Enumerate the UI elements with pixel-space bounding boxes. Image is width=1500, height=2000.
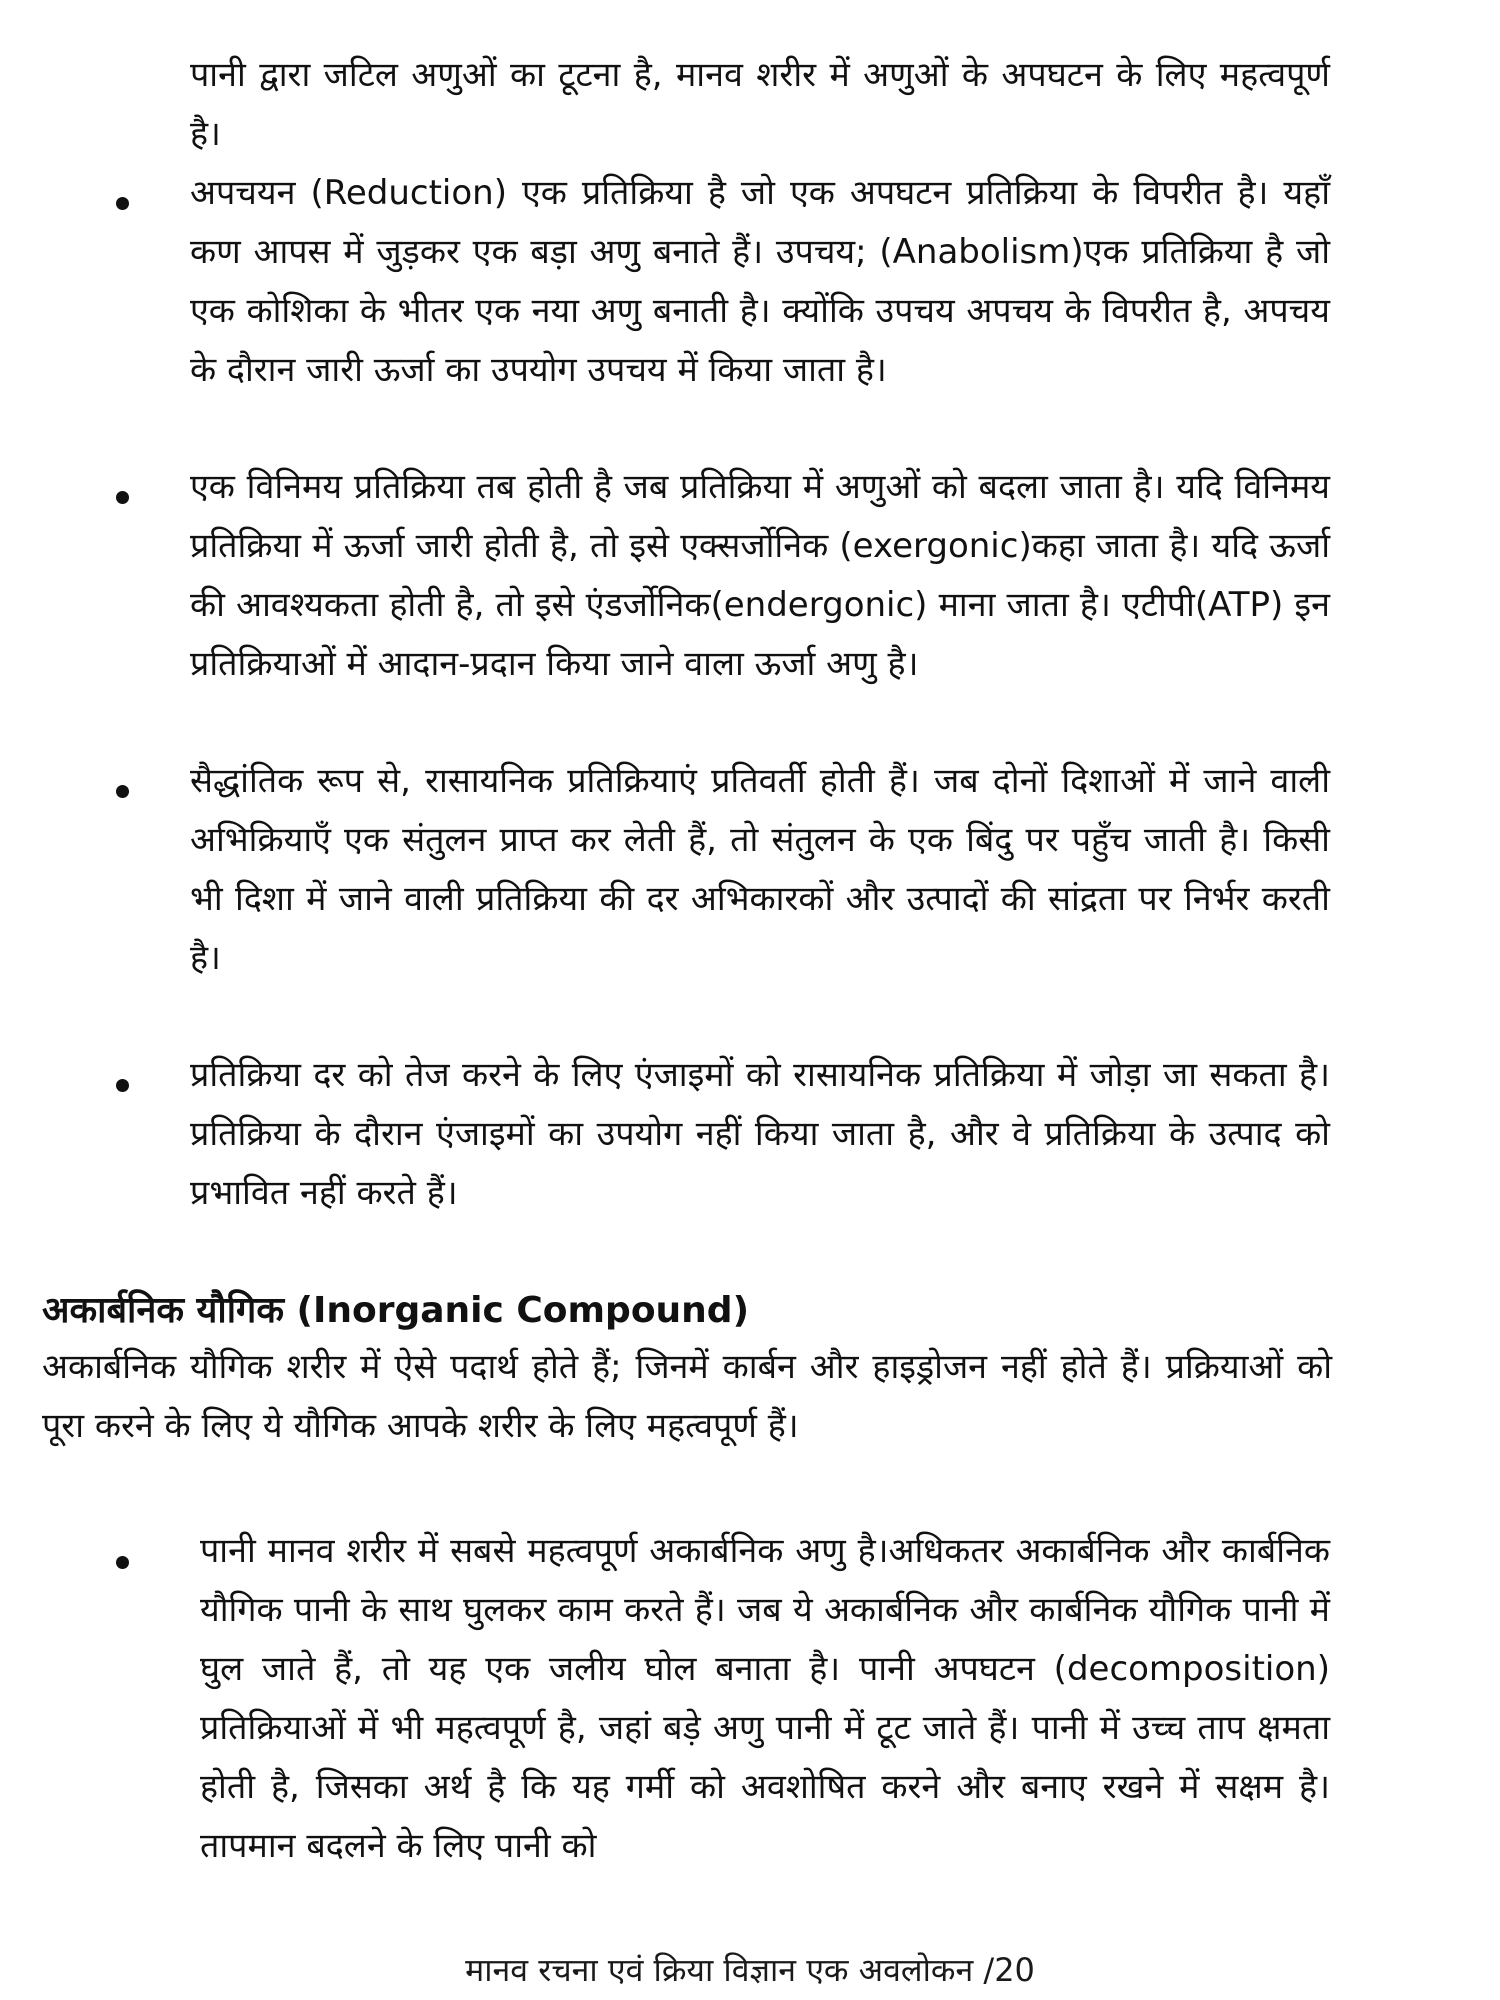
continuation-paragraph: पानी द्वारा जटिल अणुओं का टूटना है, मानव शरीर में अणुओं के अपघटन के लिए महत्वपूर्ण है। xyxy=(190,55,1330,154)
footer-page-number: /20 xyxy=(983,1951,1035,1989)
bullet-text: अपचयन (Reduction) एक प्रतिक्रिया है जो एक अपघटन प्रतिक्रिया के विपरीत है। यहाँ कण आपस में जुड़कर एक बड़ा अणु बनाते हैं। उपचय; (Anabolism)एक प्रतिक्रिया है जो एक कोशिका के भीतर एक नया अणु बनाती है। क्योंकि उपचय अपचय के विपरीत है, अपचय के दौरान जारी ऊर्जा का उपयोग उपचय में किया जाता है। xyxy=(190,173,1330,390)
section-heading xyxy=(42,1283,1342,1339)
bullet-dot-icon xyxy=(116,1079,129,1092)
section-intro-paragraph: अकार्बनिक यौगिक शरीर में ऐसे पदार्थ होते हैं; जिनमें कार्बन और हाइड्रोजन नहीं होते हैं। प्रक्रियाओं को पूरा करने के लिए ये यौगिक आपके शरीर के लिए महत्वपूर्ण हैं। xyxy=(42,1347,1332,1446)
page-footer xyxy=(0,1948,1500,1992)
bullet-dot-icon xyxy=(116,785,129,798)
bullet-text: पानी मानव शरीर में सबसे महत्वपूर्ण अकार्बनिक अणु है।अधिकतर अकार्बनिक और कार्बनिक यौगिक पानी के साथ घुलकर काम करते हैं। जब ये अकार्बनिक और कार्बनिक यौगिक पानी में घुल जाते हैं, तो यह एक जलीय घोल बनाता है। पानी अपघटन (decomposition) प्रतिक्रियाओं में भी महत्वपूर्ण है, जहां बड़े अणु पानी में टूट जाते हैं। पानी में उच्च ताप क्षमता होती है, जिसका अर्थ है कि यह गर्मी को अवशोषित करने और बनाए रखने में सक्षम है। तापमान बदलने के लिए पानी को xyxy=(200,1531,1330,1866)
bullet-dot-icon xyxy=(116,491,129,504)
footer-book-title: मानव रचना एवं क्रिया विज्ञान एक अवलोकन xyxy=(465,1951,974,1989)
bullet-text: एक विनिमय प्रतिक्रिया तब होती है जब प्रतिक्रिया में अणुओं को बदला जाता है। यदि विनिमय प्रतिक्रिया में ऊर्जा जारी होती है, तो इसे एक्सर्जोनिक (exergonic)कहा जाता है। यदि ऊर्जा की आवश्यकता होती है, तो इसे एंडर्जोनिक(endergonic) माना जाता है। एटीपी(ATP) इन प्रतिक्रियाओं में आदान-प्रदान किया जाने वाला ऊर्जा अणु है। xyxy=(190,467,1330,684)
bullet-text: सैद्धांतिक रूप से, रासायनिक प्रतिक्रियाएं प्रतिवर्ती होती हैं। जब दोनों दिशाओं में जाने वाली अभिक्रियाएँ एक संतुलन प्राप्त कर लेती हैं, तो संतुलन के एक बिंदु पर पहुँच जाती है। किसी भी दिशा में जाने वाली प्रतिक्रिया की दर अभिकारकों और उत्पादों की सांद्रता पर निर्भर करती है। xyxy=(190,761,1330,978)
bullet-text: प्रतिक्रिया दर को तेज करने के लिए एंजाइमों को रासायनिक प्रतिक्रिया में जोड़ा जा सकता है। प्रतिक्रिया के दौरान एंजाइमों का उपयोग नहीं किया जाता है, और वे प्रतिक्रिया के उत्पाद को प्रभावित नहीं करते हैं। xyxy=(190,1055,1330,1213)
section-heading-hindi: अकार्बनिक यौगिक xyxy=(42,1290,284,1331)
bullet-dot-icon xyxy=(116,197,129,210)
bullet-dot-icon xyxy=(116,1556,129,1569)
section-heading-english: (Inorganic Compound) xyxy=(296,1290,750,1331)
